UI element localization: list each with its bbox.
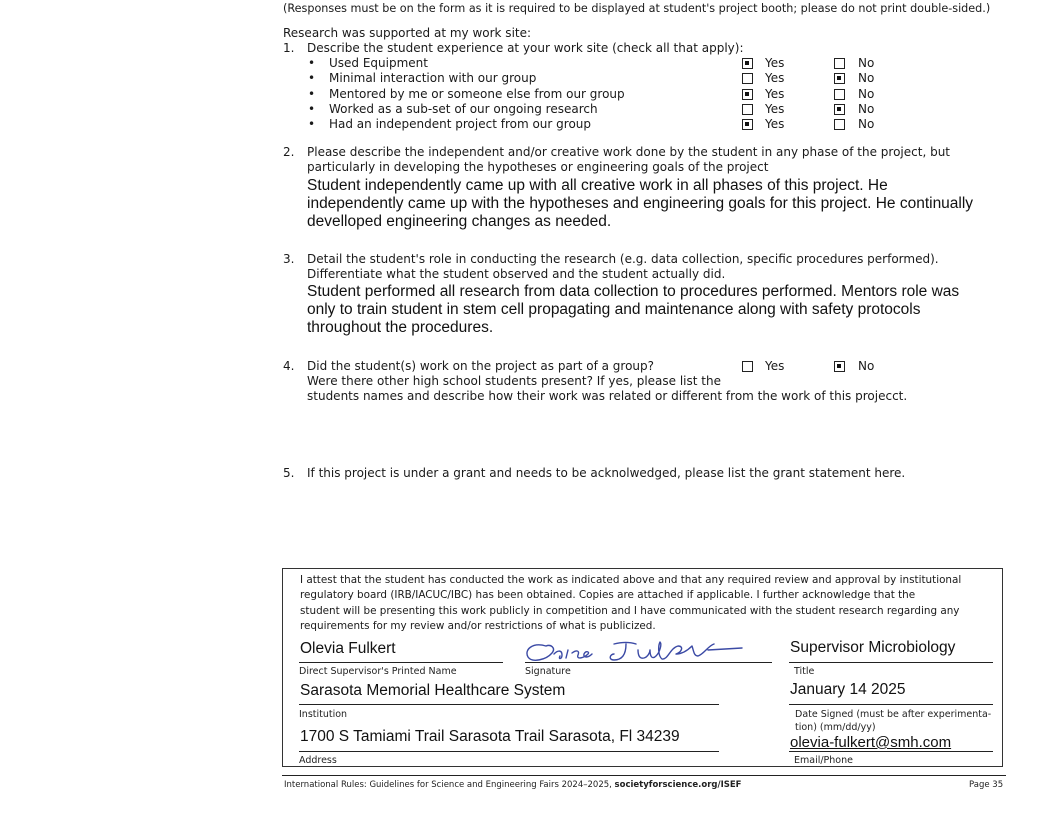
address-label: Address (299, 755, 337, 766)
no-label: No (858, 102, 875, 116)
header-note: (Responses must be on the form as it is required to be displayed at student's project booth; please do not print double-sided.) (283, 2, 991, 15)
q1-item-no-checkbox[interactable] (834, 104, 845, 115)
supervisor-name-value: Olevia Fulkert (300, 640, 396, 657)
q1-item-label: Mentored by me or someone else from our group (329, 87, 625, 101)
title-label: Title (794, 666, 815, 677)
bullet: • (308, 117, 316, 131)
q1-item-yes-checkbox[interactable] (742, 104, 753, 115)
footer-text: International Rules: Guidelines for Science and Engineering Fairs 2024–2025, (284, 780, 615, 790)
q1-item-yes-checkbox[interactable] (742, 119, 753, 130)
signature-line (789, 704, 993, 705)
q2-answer: develloped engineering changes as needed. (307, 213, 612, 230)
yes-label: Yes (765, 117, 785, 131)
q1-item-yes-checkbox[interactable] (742, 73, 753, 84)
signature-line (789, 662, 993, 663)
q1-item-label: Worked as a sub-set of our ongoing research (329, 102, 598, 116)
yes-label: Yes (765, 56, 785, 70)
q3-answer: throughout the procedures. (307, 319, 494, 336)
intro-text: Research was supported at my work site: (283, 26, 532, 40)
email-label: Email/Phone (794, 755, 853, 766)
attestation-line: regulatory board (IRB/IACUC/IBC) has been obtained. Copies are attached if applicable. I further acknowledge that the (300, 589, 916, 602)
supervisor-name-label: Direct Supervisor's Printed Name (299, 666, 457, 677)
q4-text: Were there other high school students present? If yes, please list the (307, 374, 721, 388)
q1-item-yes-checkbox[interactable] (742, 89, 753, 100)
q1-item-label: Used Equipment (329, 56, 428, 70)
q1-item-no-checkbox[interactable] (834, 73, 845, 84)
q3-answer: only to train student in stem cell propagating and maintenance along with safety protocols (307, 301, 921, 318)
no-label: No (858, 117, 875, 131)
bullet: • (308, 102, 316, 116)
q2-text: particularly in developing the hypotheses or engineering goals of the project (307, 160, 769, 174)
bullet: • (308, 87, 316, 101)
q1-item-no-checkbox[interactable] (834, 119, 845, 130)
email-value[interactable]: olevia-fulkert@smh.com (790, 734, 952, 751)
q3-number: 3. (283, 252, 295, 266)
date-label: tion) (mm/dd/yy) (795, 722, 876, 733)
q1-item-no-checkbox[interactable] (834, 58, 845, 69)
attestation-line: student will be presenting this work publicly in competition and I have communicated with the student research regarding any (300, 604, 960, 617)
q4-yes-checkbox[interactable] (742, 361, 753, 372)
no-label: No (858, 56, 875, 70)
address-value: 1700 S Tamiami Trail Sarasota Trail Sarasota, Fl 34239 (300, 728, 680, 745)
footer-link[interactable]: societyforscience.org/ISEF (614, 780, 742, 790)
title-value: Supervisor Microbiology (790, 639, 956, 656)
q2-answer: independently came up with the hypotheses and engineering goals for this project. He continually (307, 195, 974, 212)
no-label: No (858, 87, 875, 101)
no-label: No (858, 71, 875, 85)
bullet: • (308, 56, 316, 70)
signature-line (525, 662, 772, 663)
footer-divider (282, 775, 1006, 776)
signature-line (299, 751, 719, 752)
q3-answer: Student performed all research from data collection to procedures performed. Mentors role was (307, 283, 960, 300)
institution-label: Institution (299, 709, 348, 720)
q1-item-label: Had an independent project from our group (329, 117, 592, 131)
q2-text: Please describe the independent and/or creative work done by the student in any phase of the project, but (307, 145, 951, 159)
bullet: • (308, 71, 316, 85)
signature-line (299, 662, 503, 663)
q4-number: 4. (283, 359, 295, 373)
page-number: Page 35 (969, 780, 1004, 790)
q1-item-label: Minimal interaction with our group (329, 71, 537, 85)
footer-left (284, 780, 741, 790)
attestation-text (300, 573, 961, 634)
signature-line (789, 751, 993, 752)
q2-answer: Student independently came up with all creative work in all phases of this project. He (307, 177, 888, 194)
q2-number: 2. (283, 145, 295, 159)
q5-text: If this project is under a grant and needs to be acknolwedged, please list the grant statement here. (307, 466, 906, 480)
q4-no-checkbox[interactable] (834, 361, 845, 372)
date-value: January 14 2025 (790, 681, 906, 698)
q1-item-yes-checkbox[interactable] (742, 58, 753, 69)
q3-text: Differentiate what the student observed and the student actually did. (307, 267, 726, 281)
q5-number: 5. (283, 466, 295, 480)
q4-text: Did the student(s) work on the project as part of a group? (307, 359, 655, 373)
q4-text: students names and describe how their work was related or different from the work of this projecct. (307, 389, 908, 403)
yes-label: Yes (765, 87, 785, 101)
q1-item-no-checkbox[interactable] (834, 89, 845, 100)
institution-value: Sarasota Memorial Healthcare System (300, 682, 566, 699)
yes-label: Yes (765, 71, 785, 85)
yes-label: Yes (765, 359, 785, 373)
date-label: Date Signed (must be after experimenta- (795, 709, 992, 720)
q3-text: Detail the student's role in conducting the research (e.g. data collection, specific procedures performed). (307, 252, 939, 266)
signature-line (299, 704, 719, 705)
attestation-line: requirements for my review and/or restrictions of what is publicized. (300, 619, 656, 632)
yes-label: Yes (765, 102, 785, 116)
q1-text: Describe the student experience at your work site (check all that apply): (307, 41, 744, 55)
attestation-line: I attest that the student has conducted the work as indicated above and that any required review and approval by institutional (300, 574, 962, 586)
q1-number: 1. (283, 41, 295, 55)
signature-label: Signature (525, 666, 571, 677)
no-label: No (858, 359, 875, 373)
